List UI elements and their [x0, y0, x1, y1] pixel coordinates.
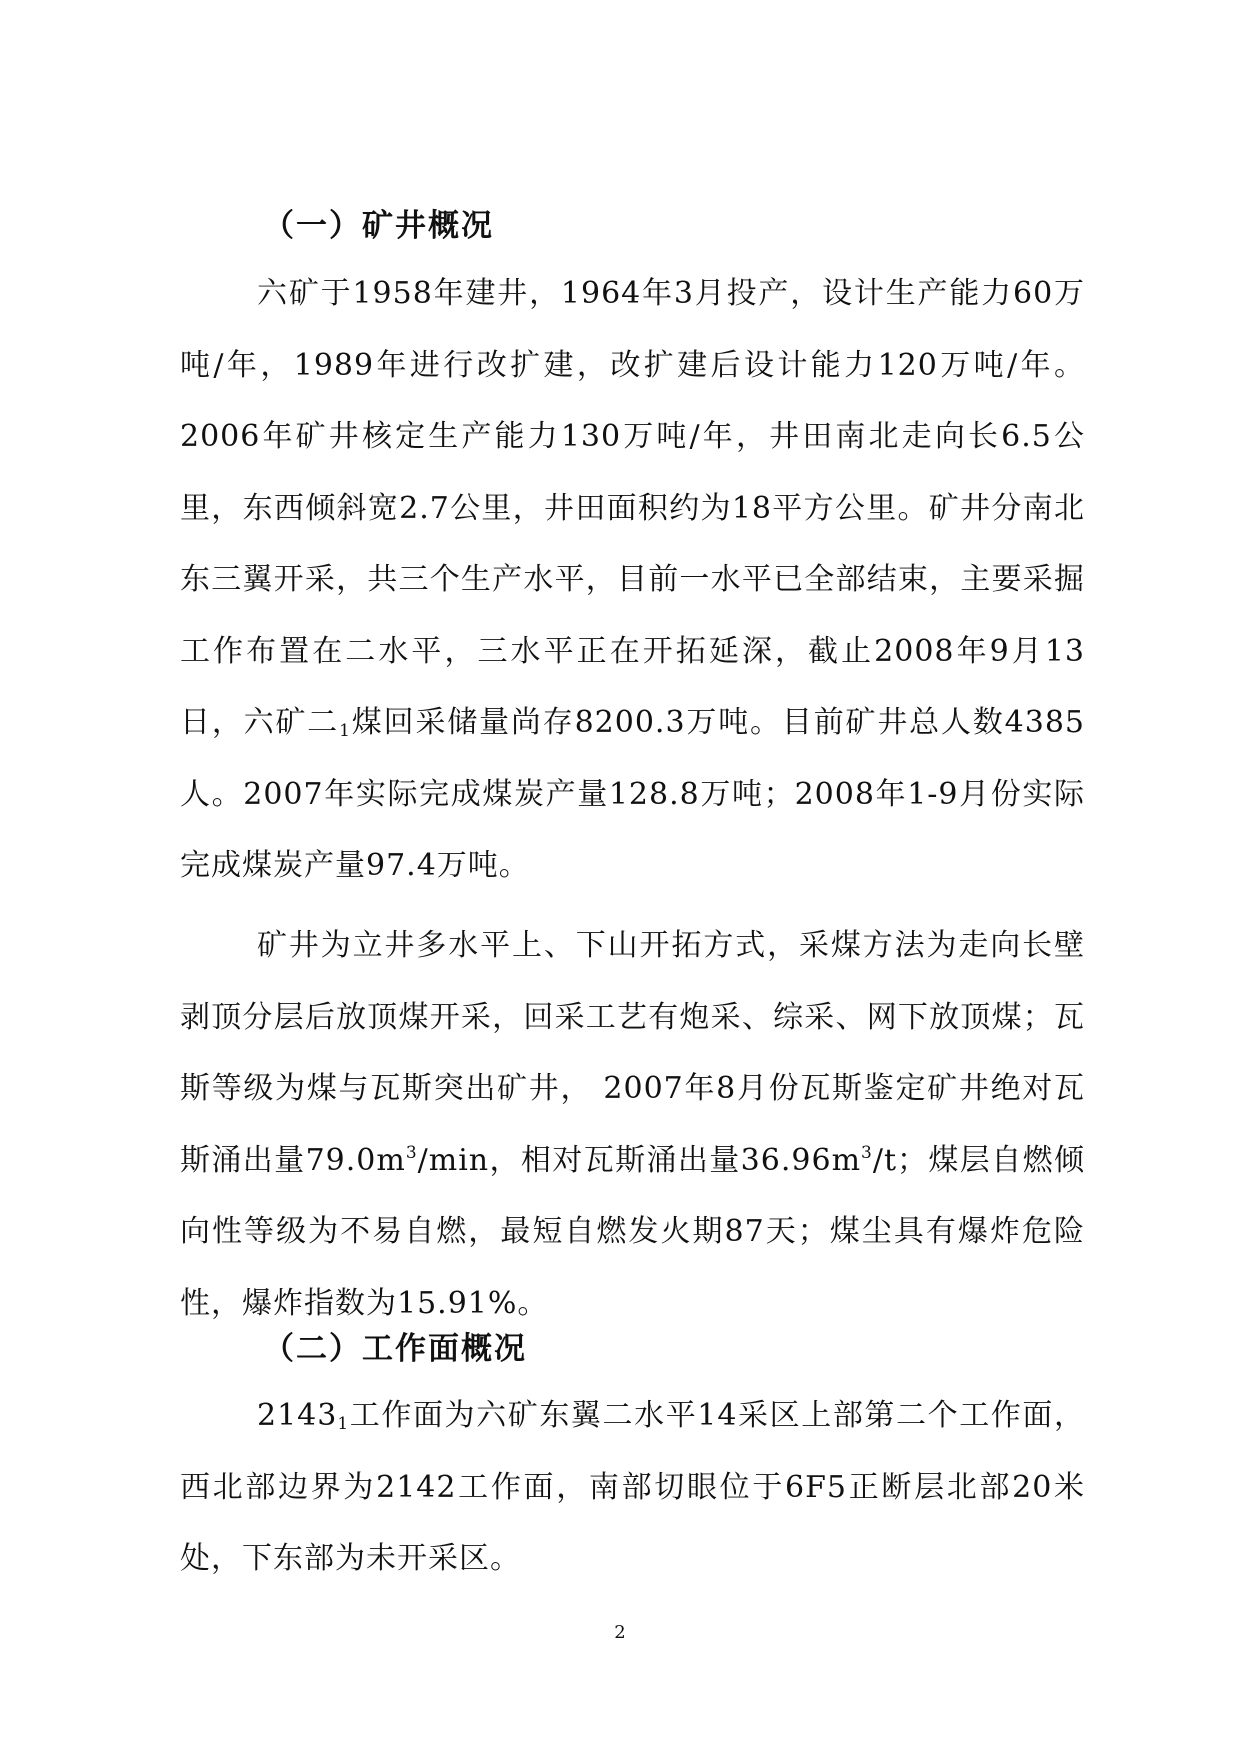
section-heading-mine-overview: （一）矿井概况 — [263, 208, 494, 244]
text-run: 六矿于1958年建井，1964年3月投产，设计生产能力60万吨/年，1989年进行改扩建，改扩建后设计能力120万吨/年。2006年矿井核定生产能力130万吨/年，井田南北走向长6.5公里，东西倾斜宽2.7公里，井田面积约为18平方公里。矿井分南北东三翼开采，共三个生产水平，目前一水平已全部结束，主要采掘工作布置在二水平，三水平正在开拓延深，截止2008年9月13日，六矿二 — [180, 276, 1085, 740]
paragraph-working-face — [180, 1380, 1085, 1595]
text-run: 煤回采储量尚存8200.3万吨。目前矿井总人数4385人。2007年实际完成煤炭产量128.8万吨；2008年1-9月份实际完成煤炭产量97.4万吨。 — [180, 705, 1085, 883]
text-run: 2143 — [257, 1398, 338, 1433]
subscript: 1 — [339, 721, 351, 741]
paragraph-mining-method — [180, 910, 1085, 1339]
paragraph-mine-history — [180, 258, 1085, 902]
subscript: 1 — [337, 1414, 350, 1434]
superscript: 3 — [861, 1142, 873, 1163]
superscript: 3 — [405, 1142, 418, 1163]
text-run: 工作面为六矿东翼二水平14采区上部第二个工作面，西北部边界为2142工作面，南部切眼位于6F5正断层北部20米处，下东部为未开采区。 — [180, 1398, 1085, 1576]
text-run: /t；煤层自燃倾向性等级为不易自燃，最短自燃发火期87天；煤尘具有爆炸危险性，爆炸指数为15.91%。 — [180, 1142, 1085, 1321]
page-number: 2 — [614, 1622, 626, 1643]
text-run: /min，相对瓦斯涌出量36.96m — [417, 1142, 862, 1178]
text-run: 矿井为立井多水平上、下山开拓方式，采煤方法为走向长壁剥顶分层后放顶煤开采，回采工艺有炮采、综采、网下放顶煤；瓦斯等级为煤与瓦斯突出矿井， 2007年8月份瓦斯鉴定矿井绝对瓦斯涌出量79.0m — [180, 928, 1085, 1178]
section-heading-face-overview: （二）工作面概况 — [263, 1331, 527, 1367]
